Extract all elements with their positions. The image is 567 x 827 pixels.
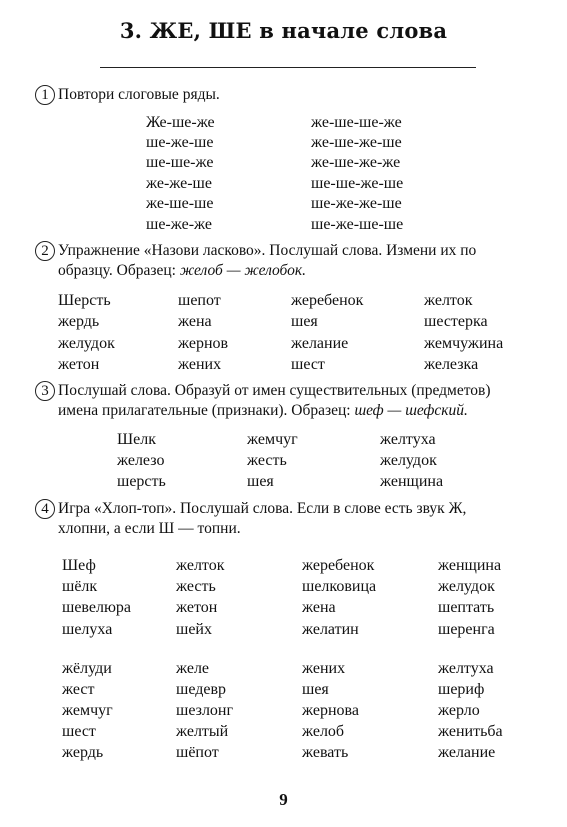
word: желудок (58, 335, 115, 352)
exercise-1-instruction: Повтори слоговые ряды. (58, 86, 220, 103)
syllable-row: Же-ше-же (146, 114, 215, 131)
word: шериф (438, 681, 485, 698)
word: шест (62, 723, 96, 740)
instruction-line: хлопни, а если Ш — топни. (58, 520, 241, 537)
word: жених (302, 660, 346, 677)
word: шест (291, 356, 325, 373)
exercise-number-1: 1 (35, 85, 55, 105)
word: жердь (62, 744, 104, 761)
word: Шеф (62, 557, 96, 574)
word: железка (424, 356, 479, 373)
word: жерло (438, 702, 480, 719)
instruction-text: образцу. Образец: (58, 262, 180, 279)
syllable-row: ше-же-ше (146, 134, 214, 151)
instruction-text: имена прилагательные (признаки). Образец: (58, 402, 355, 419)
word: шея (291, 313, 318, 330)
word: желе (176, 660, 210, 677)
word: женщина (438, 557, 502, 574)
word: желание (438, 744, 496, 761)
word: шестерка (424, 313, 488, 330)
word: жернова (302, 702, 359, 719)
exercise-3-instruction (58, 381, 548, 421)
example-text: шеф — шефский. (354, 402, 468, 419)
page-number: 9 (279, 790, 288, 809)
word: жесть (247, 452, 287, 469)
instruction-line: Послушай слова. Образуй от имен существительных (предметов) (58, 382, 491, 399)
example-text: желоб — желобок. (179, 262, 307, 279)
word: женщина (380, 473, 444, 490)
syllable-row: же-ше-ше (146, 195, 214, 212)
word: шёлк (62, 578, 98, 595)
word: жевать (302, 744, 349, 761)
word: желток (176, 557, 225, 574)
word: желудок (438, 578, 495, 595)
word: жених (178, 356, 222, 373)
exercise-2-instruction (58, 241, 548, 281)
title-divider (100, 67, 476, 68)
word: жена (302, 599, 336, 616)
word: желтуха (438, 660, 494, 677)
word: шёпот (176, 744, 219, 761)
word: шевелюра (62, 599, 132, 616)
word: Шелк (117, 431, 156, 448)
word: шея (302, 681, 329, 698)
syllable-row: же-ше-ше-же (311, 114, 402, 131)
word: желоб (302, 723, 345, 740)
word: желтый (176, 723, 229, 740)
word: жердь (58, 313, 100, 330)
word: шеренга (438, 621, 495, 638)
instruction-line: Упражнение «Назови ласково». Послушай слова. Измени их по (58, 242, 477, 259)
word: жетон (58, 356, 100, 373)
word: шелковица (302, 578, 377, 595)
syllable-row: ше-же-ше-ше (311, 216, 404, 233)
exercise-number-3: 3 (35, 381, 55, 401)
word: желатин (302, 621, 359, 638)
syllable-row: же-ше-же-же (311, 154, 401, 171)
word: жеребенок (291, 292, 364, 309)
exercise-number-4: 4 (35, 499, 55, 519)
word: желтуха (380, 431, 436, 448)
word: Шерсть (58, 292, 111, 309)
word: желток (424, 292, 473, 309)
instruction-line: Игра «Хлоп-топ». Послушай слова. Если в слове есть звук Ж, (58, 500, 467, 517)
word: шептать (438, 599, 495, 616)
word: жемчуг (62, 702, 113, 719)
word: жемчуг (247, 431, 298, 448)
word: жёлуди (62, 660, 112, 677)
exercise-4-instruction (58, 499, 548, 539)
word: шедевр (176, 681, 227, 698)
word: шепот (178, 292, 221, 309)
word: жетон (176, 599, 218, 616)
word: шейх (176, 621, 212, 638)
word: шезлонг (176, 702, 234, 719)
word: желудок (380, 452, 437, 469)
page-title: 3. ЖЕ, ШЕ в начале слова (119, 18, 448, 43)
word: жернов (178, 335, 229, 352)
exercise-number-2: 2 (35, 241, 55, 261)
syllable-row: же-ше-же-ше (311, 134, 402, 151)
word: жена (178, 313, 212, 330)
word: жемчужина (424, 335, 504, 352)
word: желание (291, 335, 349, 352)
word: шея (247, 473, 274, 490)
word: железо (117, 452, 165, 469)
word: жеребенок (302, 557, 375, 574)
syllable-row: ше-же-же (146, 216, 212, 233)
instruction-line (58, 401, 548, 421)
word: жест (62, 681, 95, 698)
syllable-row: же-же-ше (146, 175, 212, 192)
word: шерсть (117, 473, 166, 490)
instruction-line (58, 261, 548, 281)
word: шелуха (62, 621, 113, 638)
word: женитьба (438, 723, 503, 740)
syllable-row: ше-ше-же-ше (311, 175, 404, 192)
syllable-row: ше-ше-же (146, 154, 214, 171)
word: жесть (176, 578, 216, 595)
syllable-row: ше-же-же-ше (311, 195, 402, 212)
